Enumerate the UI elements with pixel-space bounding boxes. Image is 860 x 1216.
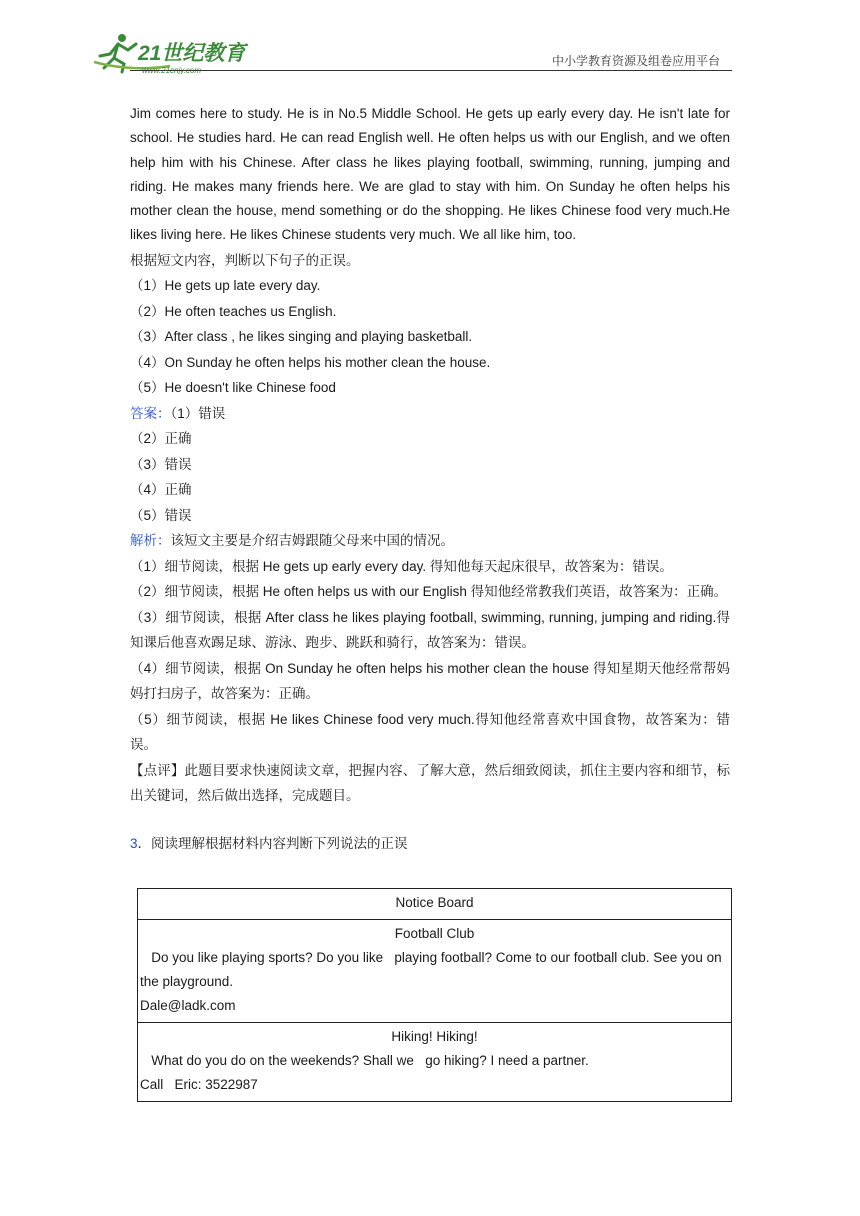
question-3-heading bbox=[130, 831, 730, 857]
hiking-notice bbox=[138, 1023, 732, 1102]
logo-subtext: www.21cnjy.com bbox=[142, 66, 201, 74]
reading-passage: Jim comes here to study. He is in No.5 Middle School. He gets up early every day. He isn't late for school. He studies hard. He can read English well. He often helps us with our English, and we often help him with his Chinese. After class he likes playing football, swimming, running, jumping and riding. He makes many friends here. We are glad to stay with him. On Sunday he often helps his mother clean the house, mend something or do the shopping. He likes Chinese food very much.He likes living here. He likes Chinese students very much. We all like him, too. bbox=[130, 106, 730, 243]
notice-heading: Hiking! Hiking! bbox=[391, 1029, 478, 1044]
football-club-notice bbox=[138, 920, 732, 1023]
answer-line bbox=[130, 401, 730, 427]
comment: 【点评】此题目要求快速阅读文章，把握内容、了解大意，然后细致阅读，抓住主要内容和细节，标出关键词，然后做出选择，完成题目。 bbox=[130, 762, 730, 804]
logo bbox=[92, 32, 262, 74]
question-item: （3）After class , he likes singing and playing basketball. bbox=[130, 329, 473, 345]
answer-item: （5）错误 bbox=[130, 507, 192, 523]
analysis-item: （3）细节阅读，根据 After class he likes playing football, swimming, running, jumping and riding.得知课后他喜欢踢足球、游泳、跑步、跳跃和骑行，故答案为：错误。 bbox=[130, 609, 730, 651]
analysis-item: （4）细节阅读，根据 On Sunday he often helps his mother clean the house 得知星期天他经常帮妈妈打扫房子，故答案为：正确。 bbox=[130, 660, 730, 702]
notice-board-table bbox=[137, 888, 732, 1102]
analysis-item: （2）细节阅读，根据 He often helps us with our English 得知他经常教我们英语，故答案为：正确。 bbox=[130, 584, 728, 600]
header-divider bbox=[130, 70, 732, 71]
analysis-item: （5）细节阅读，根据 He likes Chinese food very much.得知他经常喜欢中国食物，故答案为：错误。 bbox=[130, 711, 730, 753]
instruction: 根据短文内容，判断以下句子的正误。 bbox=[130, 252, 360, 268]
answer-item: （1）错误 bbox=[170, 405, 226, 421]
answer-item: （3）错误 bbox=[130, 456, 192, 472]
answer-item: （4）正确 bbox=[130, 482, 192, 498]
analysis-label: 解析： bbox=[130, 533, 171, 549]
notice-body: What do you do on the weekends? Shall we go hiking? I need a partner. bbox=[140, 1053, 589, 1068]
question-number: 3 bbox=[130, 835, 138, 851]
answer-item: （2）正确 bbox=[130, 431, 192, 447]
question-item: （5）He doesn't like Chinese food bbox=[130, 380, 336, 396]
answer-label: 答案： bbox=[130, 405, 171, 421]
notice-title: Notice Board bbox=[138, 889, 732, 920]
logo-text: 21世纪教育 bbox=[138, 42, 246, 65]
platform-title: 中小学教育资源及组卷应用平台 bbox=[551, 54, 720, 68]
notice-contact: Dale@ladk.com bbox=[140, 998, 236, 1013]
document-body bbox=[130, 102, 730, 856]
question-text: 阅读理解根据材料内容判断下列说法的正误 bbox=[151, 835, 408, 851]
question-item: （1）He gets up late every day. bbox=[130, 278, 321, 294]
analysis-intro: 该短文主要是介绍吉姆跟随父母来中国的情况。 bbox=[170, 533, 454, 549]
question-dot: ． bbox=[137, 835, 152, 851]
question-item: （4）On Sunday he often helps his mother clean the house. bbox=[130, 354, 491, 370]
table-row bbox=[138, 920, 732, 1023]
page-header bbox=[92, 30, 732, 74]
analysis-line bbox=[130, 528, 730, 554]
table-row bbox=[138, 889, 732, 920]
notice-heading: Football Club bbox=[394, 926, 475, 941]
table-row bbox=[138, 1023, 732, 1102]
notice-body: Do you like playing sports? Do you like playing football? Come to our football club. See you on the playground. bbox=[140, 950, 726, 989]
analysis-item: （1）细节阅读，根据 He gets up early every day. 得知他每天起床很早，故答案为：错误。 bbox=[130, 558, 673, 574]
question-item: （2）He often teaches us English. bbox=[130, 303, 337, 319]
notice-contact: Call Eric: 3522987 bbox=[140, 1077, 258, 1092]
